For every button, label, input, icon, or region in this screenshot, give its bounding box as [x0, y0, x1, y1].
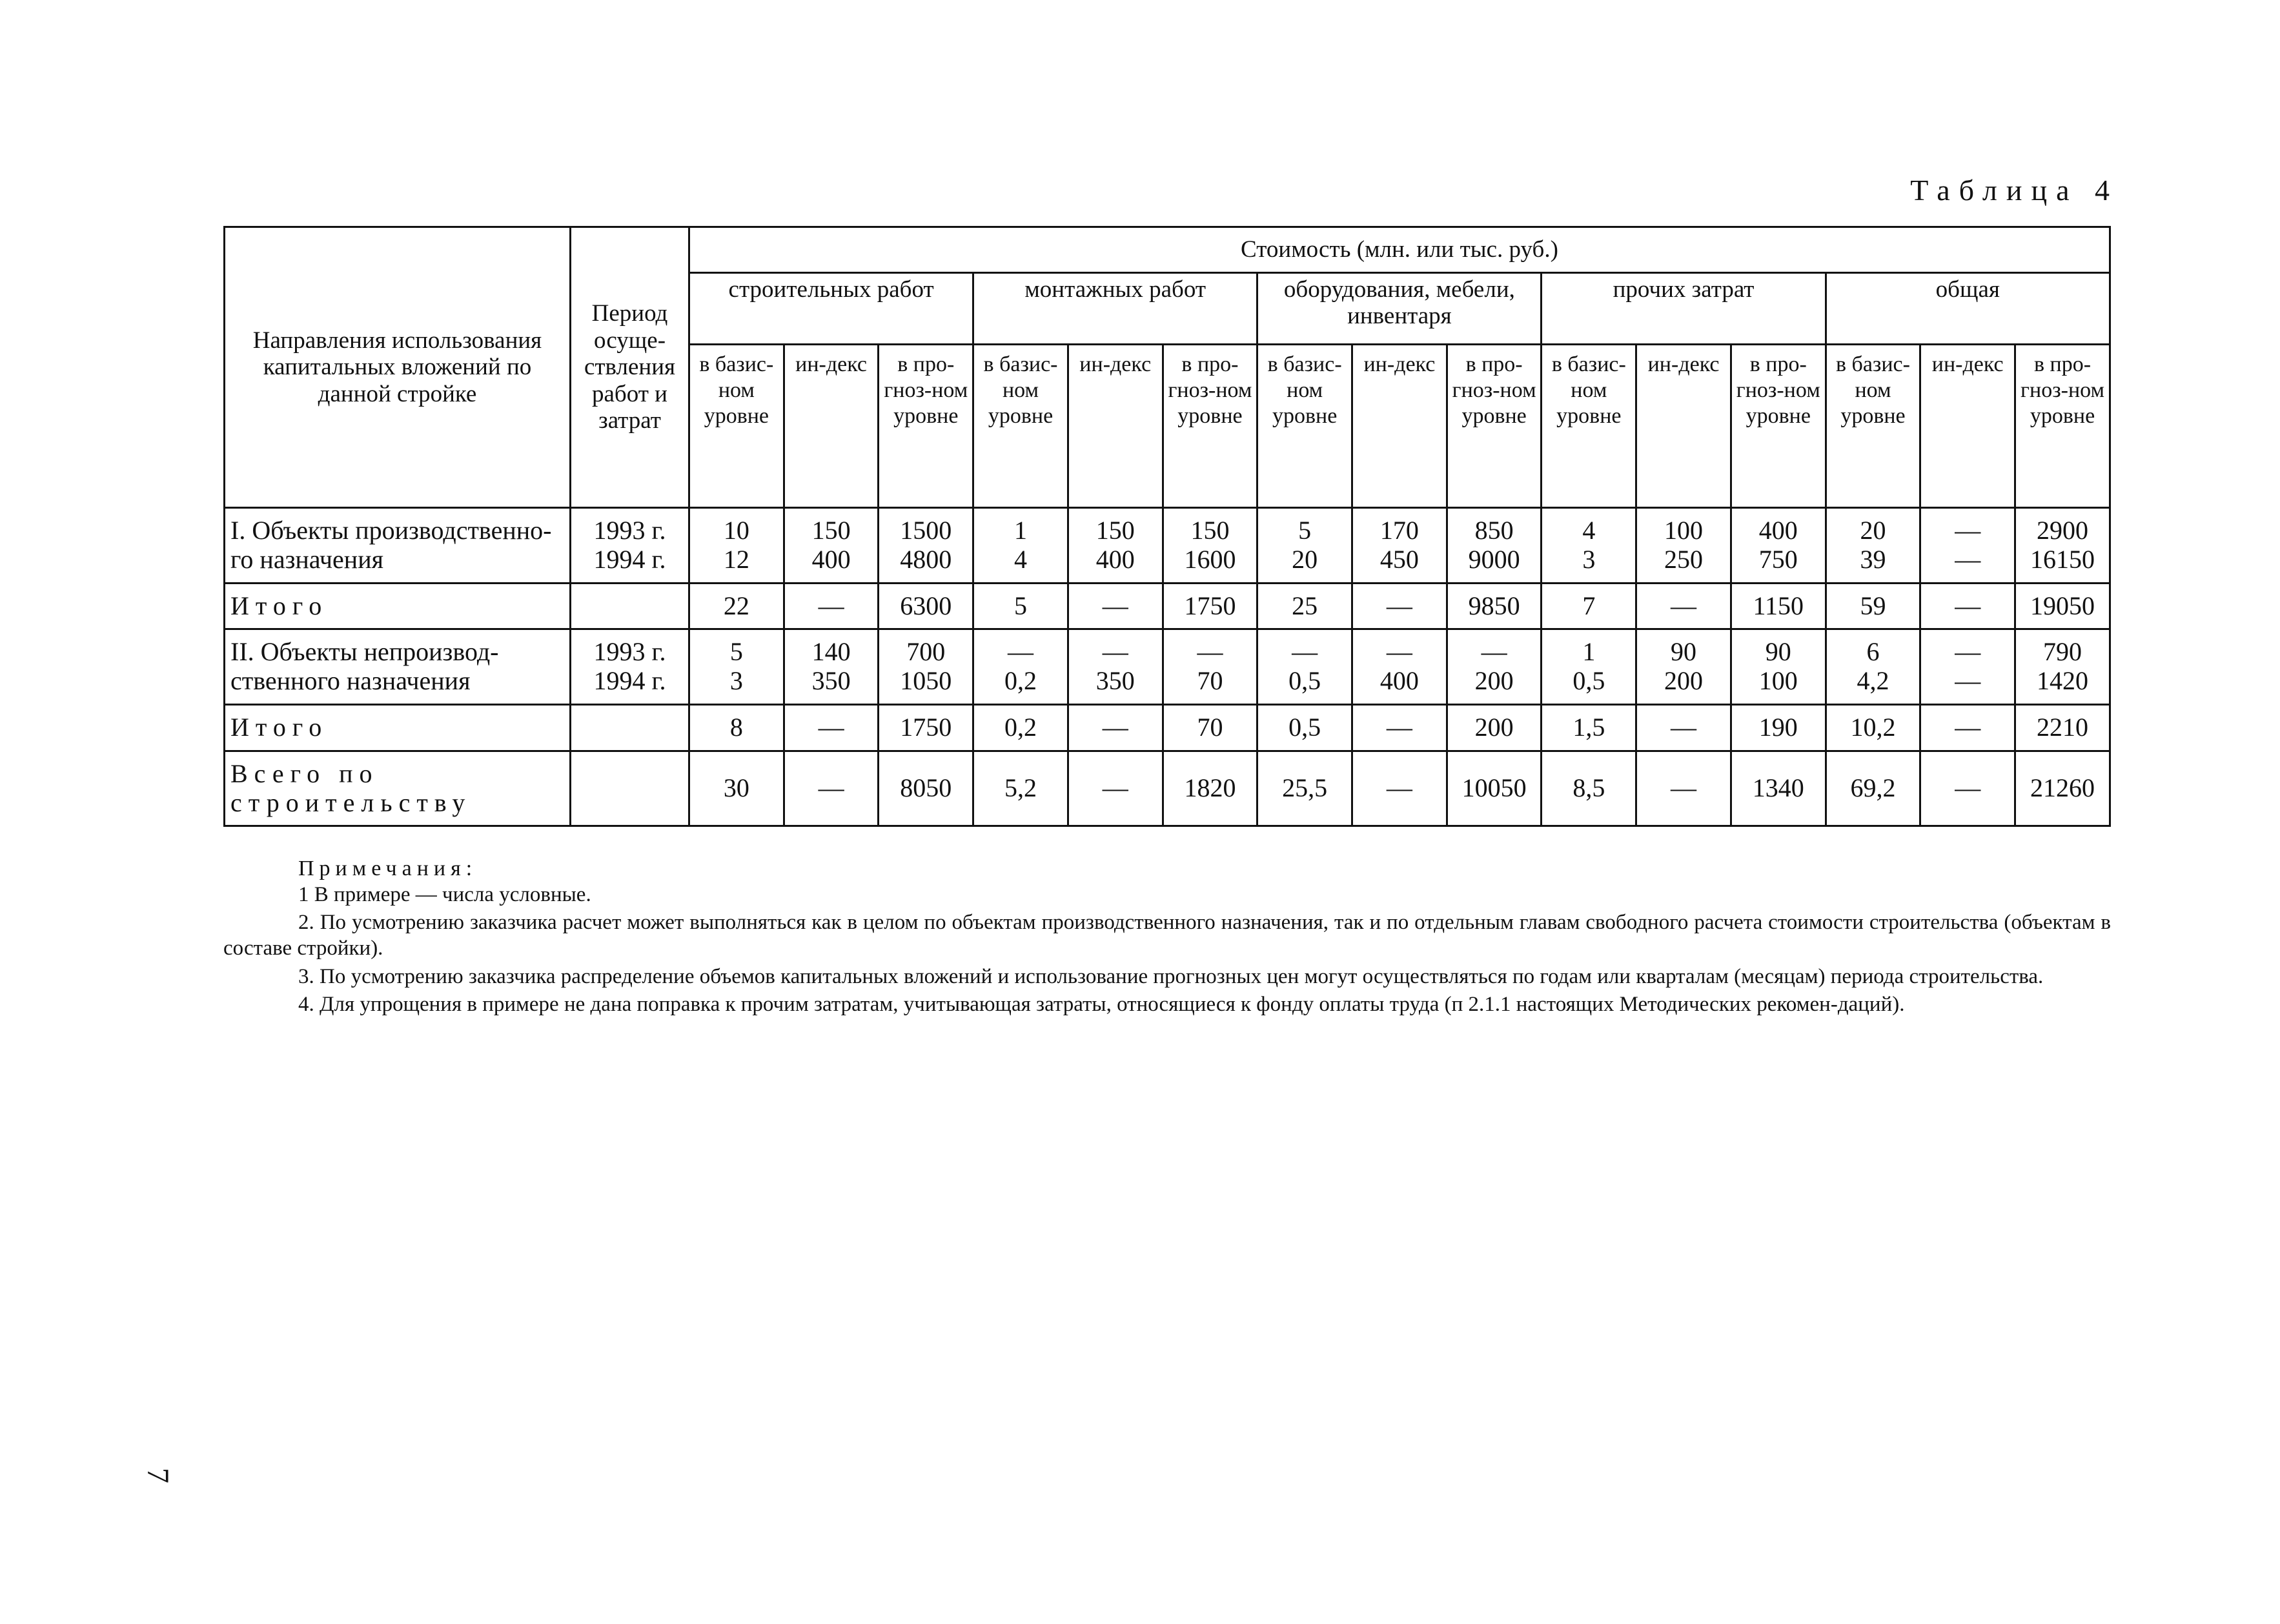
header-subcolumn: в про-гноз-ном уровне	[1163, 345, 1257, 508]
value-cell	[1257, 508, 1352, 584]
value-line: 20	[1860, 516, 1886, 545]
value-line: 7	[1582, 591, 1596, 620]
value-line: —	[1008, 637, 1034, 667]
value-line: 850	[1474, 516, 1514, 545]
value-line: 0,5	[1288, 666, 1321, 696]
value-line: 1	[1582, 637, 1596, 667]
value-cell	[689, 751, 784, 826]
value-cell	[1826, 629, 1920, 705]
notes-title: Примечания:	[298, 857, 478, 880]
value-cell	[1068, 508, 1163, 584]
value-line: 8,5	[1573, 773, 1605, 803]
value-cell	[1068, 629, 1163, 705]
value-line: —	[1102, 712, 1128, 742]
value-cell	[1352, 508, 1447, 584]
value-cell	[1163, 629, 1257, 705]
value-cell	[1542, 751, 1636, 826]
value-line: 100	[1758, 666, 1798, 696]
value-cell	[879, 751, 973, 826]
value-cell	[1920, 751, 2015, 826]
value-cell	[1257, 583, 1352, 629]
table-row	[225, 751, 2110, 826]
value-cell	[784, 629, 879, 705]
value-cell	[879, 629, 973, 705]
row-period	[571, 704, 689, 751]
value-line: 3	[729, 666, 743, 696]
value-line: 2210	[2037, 712, 2089, 742]
value-cell	[1352, 751, 1447, 826]
row-label: I. Объекты производственно-го назначения	[225, 508, 571, 584]
table-caption: Таблица 4	[1910, 174, 2119, 207]
value-line: 1500	[900, 516, 952, 545]
value-line: 170	[1379, 516, 1419, 545]
table-row	[225, 704, 2110, 751]
value-line: 0,5	[1573, 666, 1605, 696]
table-row	[225, 508, 2110, 584]
value-line: 400	[1095, 544, 1135, 574]
value-cell	[1352, 583, 1447, 629]
value-cell	[1731, 751, 1826, 826]
note-item: 2. По усмотрению заказчика расчет может выполняться как в целом по объектам производственного назначения, так и по отдельным главам свободного расчета стоимости строительства (объектам в составе стройки).	[223, 911, 2111, 960]
header-subcolumn: в базис-ном уровне	[689, 345, 784, 508]
value-line: 16150	[2030, 544, 2095, 574]
value-line: —	[1102, 637, 1128, 667]
value-line: 200	[1474, 666, 1514, 696]
period-line: 1994 г.	[593, 544, 666, 574]
value-line: —	[1481, 637, 1507, 667]
value-line: —	[1955, 637, 1981, 667]
value-cell	[1826, 751, 1920, 826]
header-subcolumn: ин-декс	[1920, 345, 2015, 508]
value-line: 1750	[1184, 591, 1236, 620]
note-item: 4. Для упрощения в примере не дана поправка к прочим затратам, учитывающая затраты, относящиеся к фонду оплаты труда (п 2.1.1 настоящих Методических рекомен-даций).	[298, 993, 1905, 1017]
value-line: —	[1197, 637, 1223, 667]
value-cell	[1826, 583, 1920, 629]
value-cell	[1636, 508, 1731, 584]
value-cell	[1920, 704, 2015, 751]
value-line: 1820	[1184, 773, 1236, 803]
header-subcolumn: в базис-ном уровне	[1542, 345, 1636, 508]
value-line: 5	[1298, 516, 1312, 545]
row-label: II. Объекты непроизвод-ственного назначения	[225, 629, 571, 705]
value-cell	[1352, 704, 1447, 751]
header-purpose: Направления использования капитальных вложений по данной стройке	[225, 227, 571, 508]
notes	[223, 856, 2111, 1020]
period-line: 1994 г.	[593, 666, 666, 696]
value-cell	[1636, 751, 1731, 826]
value-cell	[1447, 629, 1542, 705]
value-line: 350	[811, 666, 851, 696]
value-line: —	[1102, 773, 1128, 803]
value-line: 1420	[2037, 666, 2089, 696]
header-subcolumn: в базис-ном уровне	[1826, 345, 1920, 508]
value-cell	[1068, 751, 1163, 826]
value-line: 790	[2043, 637, 2082, 667]
header-group: монтажных работ	[973, 273, 1257, 345]
value-line: 2900	[2037, 516, 2089, 545]
value-line: 90	[1671, 637, 1697, 667]
value-cell	[689, 704, 784, 751]
value-line: 150	[1190, 516, 1230, 545]
row-period	[571, 751, 689, 826]
value-line: 6300	[900, 591, 952, 620]
value-line: 22	[723, 591, 749, 620]
value-cell	[1447, 508, 1542, 584]
value-cell	[1731, 629, 1826, 705]
value-cell	[973, 704, 1068, 751]
value-cell	[973, 583, 1068, 629]
table-row	[225, 583, 2110, 629]
value-line: 400	[1379, 666, 1419, 696]
value-cell	[2015, 751, 2110, 826]
period-line: 1993 г.	[593, 637, 666, 667]
period-line: 1993 г.	[593, 516, 666, 545]
value-line: 20	[1292, 544, 1318, 574]
value-cell	[1920, 583, 2015, 629]
header-subcolumn: в про-гноз-ном уровне	[879, 345, 973, 508]
table-row	[225, 629, 2110, 705]
value-line: —	[1102, 591, 1128, 620]
value-line: —	[1955, 773, 1981, 803]
value-line: 1150	[1753, 591, 1804, 620]
value-cell	[1163, 751, 1257, 826]
row-label: Итого	[225, 583, 571, 629]
value-line: 8	[729, 712, 743, 742]
value-cell	[879, 583, 973, 629]
value-cell	[1636, 704, 1731, 751]
value-cell	[1068, 704, 1163, 751]
value-line: 150	[1095, 516, 1135, 545]
value-cell	[1163, 583, 1257, 629]
value-cell	[1447, 704, 1542, 751]
value-line: 70	[1197, 712, 1223, 742]
value-line: —	[1386, 637, 1412, 667]
value-line: 5	[1014, 591, 1028, 620]
value-cell	[1636, 583, 1731, 629]
value-line: 1,5	[1573, 712, 1605, 742]
value-line: 150	[811, 516, 851, 545]
header-subcolumn: в про-гноз-ном уровне	[2015, 345, 2110, 508]
value-cell	[1731, 583, 1826, 629]
value-cell	[784, 751, 879, 826]
value-line: 9000	[1468, 544, 1520, 574]
header-subcolumn: в базис-ном уровне	[973, 345, 1068, 508]
value-cell	[1163, 508, 1257, 584]
value-cell	[1826, 704, 1920, 751]
value-cell	[2015, 704, 2110, 751]
header-subcolumn: ин-декс	[1636, 345, 1731, 508]
value-line: 4	[1014, 544, 1028, 574]
value-line: —	[1386, 773, 1412, 803]
header-subcolumn: в базис-ном уровне	[1257, 345, 1352, 508]
value-cell	[1163, 704, 1257, 751]
header-group: строительных работ	[689, 273, 973, 345]
value-line: 59	[1860, 591, 1886, 620]
value-cell	[1826, 508, 1920, 584]
value-line: 1	[1014, 516, 1028, 545]
value-cell	[1542, 508, 1636, 584]
value-line: —	[1955, 544, 1981, 574]
value-line: 200	[1664, 666, 1704, 696]
value-cell	[1542, 704, 1636, 751]
value-line: 12	[723, 544, 749, 574]
value-line: —	[1955, 666, 1981, 696]
value-cell	[1542, 629, 1636, 705]
value-line: —	[1671, 591, 1697, 620]
value-line: 750	[1758, 544, 1798, 574]
value-line: —	[818, 712, 844, 742]
value-cell	[1257, 704, 1352, 751]
value-cell	[2015, 508, 2110, 584]
value-line: —	[1292, 637, 1318, 667]
value-line: 140	[811, 637, 851, 667]
value-cell	[1920, 629, 2015, 705]
row-period	[571, 629, 689, 705]
value-cell	[689, 629, 784, 705]
header-group: прочих затрат	[1542, 273, 1826, 345]
value-cell	[879, 704, 973, 751]
value-line: 5,2	[1004, 773, 1037, 803]
value-cell	[879, 508, 973, 584]
value-line: 3	[1582, 544, 1596, 574]
value-line: 19050	[2030, 591, 2095, 620]
value-cell	[1636, 629, 1731, 705]
value-line: 21260	[2030, 773, 2095, 803]
header-subcolumn: ин-декс	[784, 345, 879, 508]
value-line: 5	[729, 637, 743, 667]
value-line: —	[1955, 712, 1981, 742]
value-line: 400	[1758, 516, 1798, 545]
value-line: 10050	[1461, 773, 1527, 803]
value-line: 70	[1197, 666, 1223, 696]
value-cell	[1542, 583, 1636, 629]
value-line: 400	[811, 544, 851, 574]
value-cell	[1447, 583, 1542, 629]
value-cell	[1352, 629, 1447, 705]
value-cell	[973, 751, 1068, 826]
value-line: 190	[1758, 712, 1798, 742]
value-line: 4	[1582, 516, 1596, 545]
value-cell	[973, 629, 1068, 705]
value-line: 25,5	[1282, 773, 1328, 803]
cost-table	[223, 226, 2111, 827]
value-cell	[784, 583, 879, 629]
header-subcolumn: в про-гноз-ном уровне	[1447, 345, 1542, 508]
header-subcolumn: ин-декс	[1352, 345, 1447, 508]
value-line: 0,2	[1004, 666, 1037, 696]
value-line: —	[1671, 773, 1697, 803]
value-line: 69,2	[1850, 773, 1896, 803]
value-cell	[1731, 704, 1826, 751]
value-line: —	[818, 773, 844, 803]
value-line: 4,2	[1857, 666, 1889, 696]
header-group: оборудования, мебели, инвентаря	[1257, 273, 1542, 345]
value-cell	[784, 508, 879, 584]
value-cell	[1068, 583, 1163, 629]
value-line: 6	[1866, 637, 1880, 667]
value-line: 10	[723, 516, 749, 545]
value-line: —	[1386, 712, 1412, 742]
value-line: 39	[1860, 544, 1886, 574]
header-subcolumn: в про-гноз-ном уровне	[1731, 345, 1826, 508]
value-line: 200	[1474, 712, 1514, 742]
value-line: —	[1386, 591, 1412, 620]
value-line: 1340	[1752, 773, 1804, 803]
note-item: 1 В примере — числа условные.	[298, 882, 591, 906]
value-line: 9850	[1468, 591, 1520, 620]
value-line: 90	[1765, 637, 1791, 667]
value-line: 30	[723, 773, 749, 803]
header-period: Период осуще-ствления работ и затрат	[571, 227, 689, 508]
value-line: 350	[1095, 666, 1135, 696]
row-label: Итого	[225, 704, 571, 751]
value-cell	[1731, 508, 1826, 584]
value-cell	[1920, 508, 2015, 584]
value-cell	[689, 508, 784, 584]
header-cost: Стоимость (млн. или тыс. руб.)	[689, 227, 2110, 273]
value-line: 450	[1379, 544, 1419, 574]
value-cell	[973, 508, 1068, 584]
note-item: 3. По усмотрению заказчика распределение объемов капитальных вложений и использование прогнозных цен могут осуществляться по годам или кварталам (месяцам) периода строительства.	[298, 964, 2044, 988]
page-number: 7	[141, 1468, 175, 1483]
value-line: —	[818, 591, 844, 620]
value-line: —	[1671, 712, 1697, 742]
value-cell	[2015, 583, 2110, 629]
value-line: 0,2	[1004, 712, 1037, 742]
value-line: 100	[1664, 516, 1704, 545]
row-period	[571, 508, 689, 584]
value-line: 4800	[900, 544, 952, 574]
row-period	[571, 583, 689, 629]
value-cell	[1257, 751, 1352, 826]
value-cell	[1447, 751, 1542, 826]
value-cell	[689, 583, 784, 629]
value-line: 10,2	[1850, 712, 1896, 742]
value-line: 25	[1292, 591, 1318, 620]
value-cell	[784, 704, 879, 751]
notes-list	[223, 882, 2111, 1018]
row-label: Всего по строительству	[225, 751, 571, 826]
value-cell	[2015, 629, 2110, 705]
value-line: 8050	[900, 773, 952, 803]
header-group: общая	[1826, 273, 2110, 345]
value-line: 0,5	[1288, 712, 1321, 742]
value-line: 1600	[1184, 544, 1236, 574]
value-line: 700	[906, 637, 946, 667]
value-line: —	[1955, 516, 1981, 545]
value-line: —	[1955, 591, 1981, 620]
value-cell	[1257, 629, 1352, 705]
value-line: 1750	[900, 712, 952, 742]
value-line: 250	[1664, 544, 1704, 574]
header-subcolumn: ин-декс	[1068, 345, 1163, 508]
value-line: 1050	[900, 666, 952, 696]
